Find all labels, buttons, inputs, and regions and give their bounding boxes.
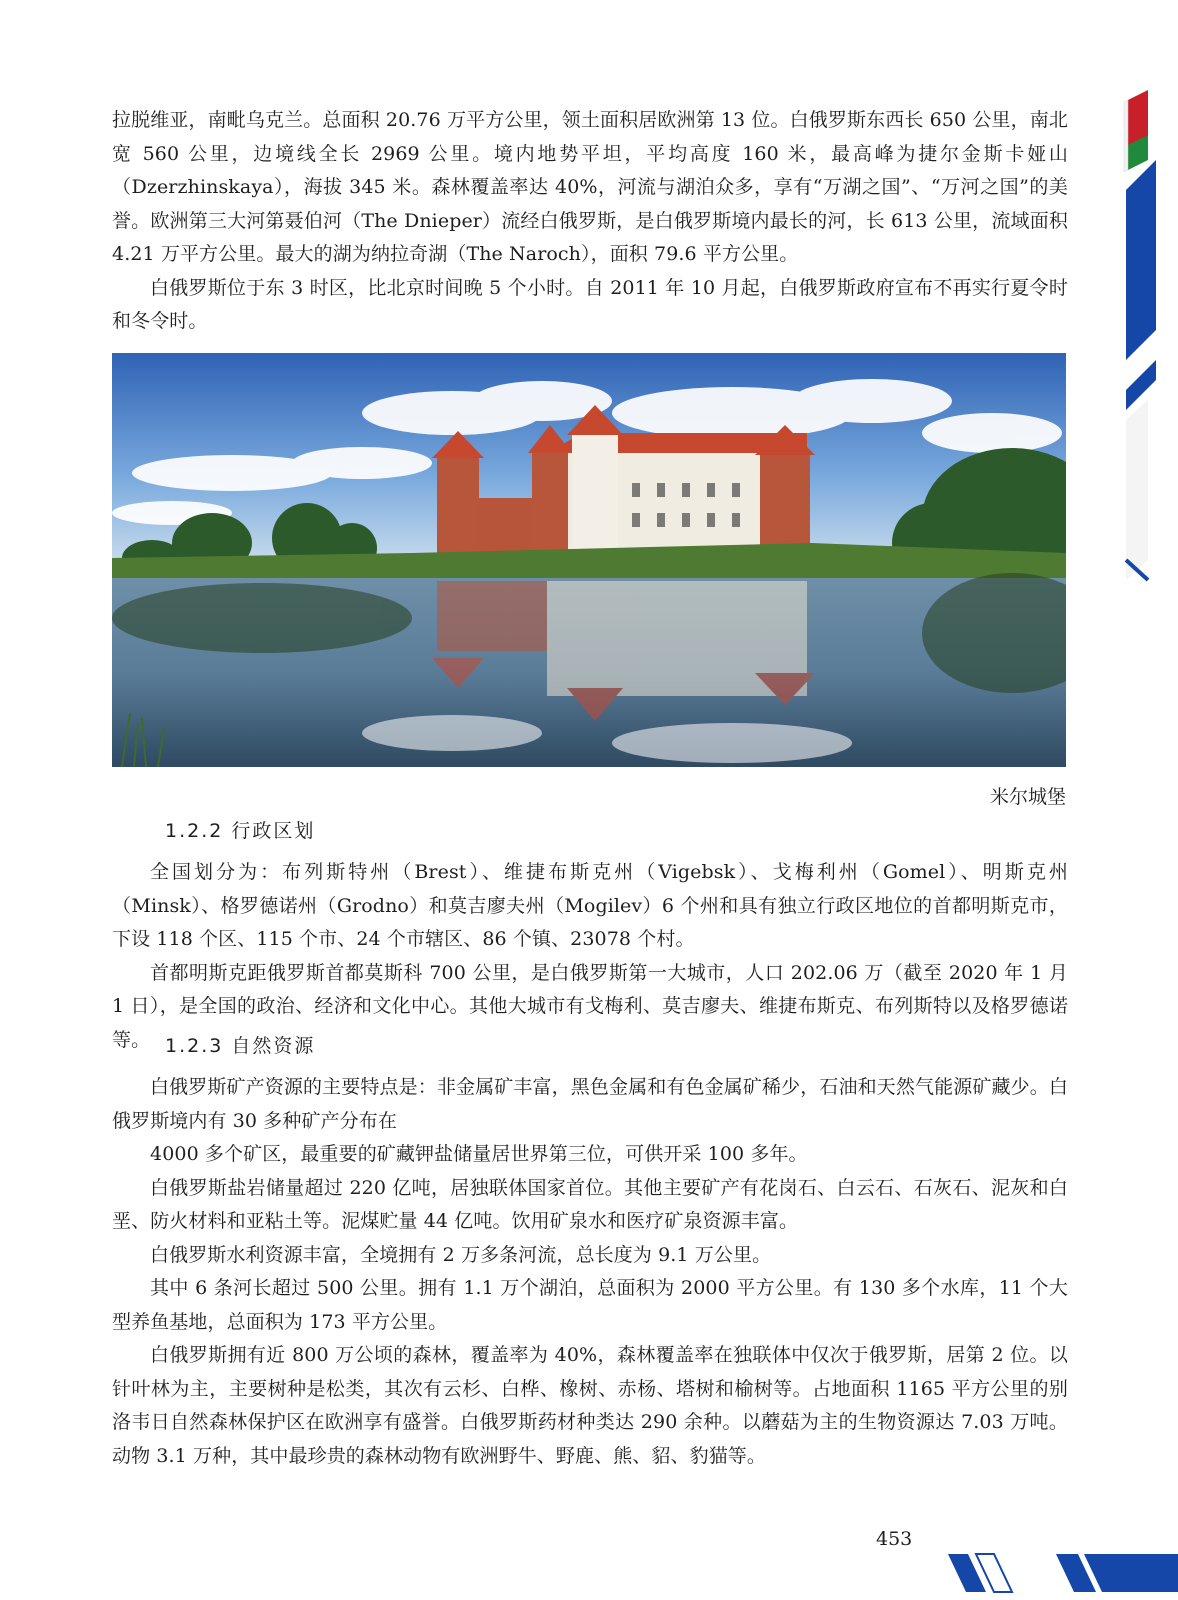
section-heading-natural-resources: 1.2.3 自然资源 (165, 1035, 316, 1057)
section-heading-administrative: 1.2.2 行政区划 (165, 820, 316, 842)
paragraph: 首都明斯克距俄罗斯首都莫斯科 700 公里，是白俄罗斯第一大城市，人口 202.06 万（截至 2020 年 1 月 1 日），是全国的政治、经济和文化中心。其他大城市有戈梅利、莫吉廖夫、维捷布斯克、布列斯特以及格罗德诺等。 (112, 961, 1068, 1051)
side-decoration (1098, 90, 1178, 600)
section2-text (112, 856, 1068, 1057)
paragraph: 白俄罗斯盐岩储量超过 220 亿吨，居独联体国家首位。其他主要矿产有花岗石、白云石、石灰石、泥灰和白垩、防火材料和亚粘土等。泥煤贮量 44 亿吨。饮用矿泉水和医疗矿泉资源丰富。 (112, 1176, 1068, 1232)
paragraph: 白俄罗斯矿产资源的主要特点是：非金属矿丰富，黑色金属和有色金属矿稀少，石油和天然气能源矿藏少。白俄罗斯境内有 30 多种矿产分布在 (112, 1076, 1068, 1132)
paragraph: 拉脱维亚，南毗乌克兰。总面积 20.76 万平方公里，领土面积居欧洲第 13 位。白俄罗斯东西长 650 公里，南北宽 560 公里，边境线全长 2969 公里。境内地势平坦，平均高度 160 米，最高峰为捷尔金斯卡娅山（Dzerzhinskaya），海拔 345 米。森林覆盖率达 40%，河流与湖泊众多，享有“万湖之国”、“万河之国”的美誉。欧洲第三大河第聂伯河（The Dnieper）流经白俄罗斯，是白俄罗斯境内最长的河，长 613 公里，流域面积 4.21 万平方公里。最大的湖为纳拉奇湖（The Naroch），面积 79.6 平方公里。 (112, 109, 1068, 265)
paragraph: 白俄罗斯水利资源丰富，全境拥有 2 万多条河流，总长度为 9.1 万公里。 (150, 1243, 772, 1266)
paragraph: 其中 6 条河长超过 500 公里。拥有 1.1 万个湖泊，总面积为 2000 平方公里。有 130 多个水库，11 个大型养鱼基地，总面积为 173 平方公里。 (112, 1277, 1068, 1333)
footer-decoration (948, 1548, 1178, 1600)
section3-text (112, 1071, 1068, 1473)
photo-caption: 米尔城堡 (989, 786, 1066, 808)
paragraph: 全国划分为：布列斯特州（Brest）、维捷布斯克州（Vigebsk）、戈梅利州（Gomel）、明斯克州（Minsk）、格罗德诺州（Grodno）和莫吉廖夫州（Mogilev）6 个州和具有独立行政区地位的首都明斯克市，下设 118 个区、115 个市、24 个市辖区、86 个镇、23078 个村。 (112, 861, 1068, 950)
mir-castle-photo (112, 353, 1066, 767)
page-number: 453 (876, 1528, 913, 1550)
paragraph: 4000 多个矿区，最重要的矿藏钾盐储量居世界第三位，可供开采 100 多年。 (150, 1143, 808, 1165)
paragraph: 白俄罗斯位于东 3 时区，比北京时间晚 5 个小时。自 2011 年 10 月起，白俄罗斯政府宣布不再实行夏令时和冬令时。 (112, 276, 1068, 332)
section1-text (112, 104, 1068, 339)
paragraph: 白俄罗斯拥有近 800 万公顷的森林，覆盖率为 40%，森林覆盖率在独联体中仅次于俄罗斯，居第 2 位。以针叶林为主，主要树种是松类，其次有云杉、白桦、橡树、赤杨、塔树和榆树等。占地面积 1165 平方公里的别洛韦日自然森林保护区在欧洲享有盛誉。白俄罗斯药材种类达 290 余种。以蘑菇为主的生物资源达 7.03 万吨。动物 3.1 万种，其中最珍贵的森林动物有欧洲野牛、野鹿、熊、貂、豹猫等。 (112, 1344, 1068, 1467)
